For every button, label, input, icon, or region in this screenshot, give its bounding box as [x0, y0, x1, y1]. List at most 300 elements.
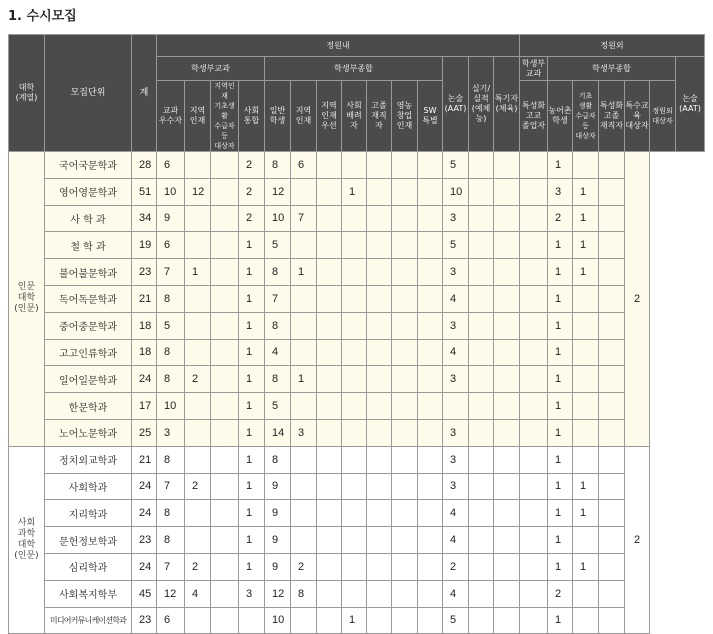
table-row	[9, 446, 705, 473]
quota-cell-c11	[418, 152, 443, 179]
quota-cell-c14	[494, 473, 520, 500]
quota-cell-c11	[418, 232, 443, 259]
quota-cell-c13	[469, 473, 494, 500]
quota-cell-c1: 7	[157, 259, 185, 286]
quota-cell-c3	[211, 205, 239, 232]
quota-cell-c16: 1	[548, 285, 573, 312]
quota-cell-c16: 1	[548, 339, 573, 366]
quota-cell-c9	[367, 178, 392, 205]
quota-cell-c6: 6	[291, 152, 317, 179]
quota-cell-c12: 5	[443, 607, 469, 634]
quota-cell-c12	[443, 393, 469, 420]
quota-cell-c8	[342, 500, 367, 527]
quota-cell-c3	[211, 527, 239, 554]
quota-cell-c10	[392, 232, 418, 259]
quota-cell-c7	[317, 178, 342, 205]
quota-cell-c1: 3	[157, 419, 185, 446]
department-name: 문헌정보학과	[45, 527, 132, 554]
quota-cell-c17	[573, 312, 599, 339]
department-name: 고고인류학과	[45, 339, 132, 366]
quota-cell-c12: 4	[443, 339, 469, 366]
quota-cell-c10	[392, 205, 418, 232]
quota-cell-c3	[211, 232, 239, 259]
quota-cell-c7	[317, 285, 342, 312]
table-row	[9, 473, 705, 500]
quota-cell-c7	[317, 419, 342, 446]
col-regional-pref: 지역 인재 우선	[317, 81, 342, 152]
quota-cell-c7	[317, 312, 342, 339]
quota-cell-c2: 1	[185, 259, 211, 286]
quota-cell-c2	[185, 312, 211, 339]
quota-cell-c11	[418, 205, 443, 232]
quota-cell-c18	[599, 419, 625, 446]
department-name: 영어영문학과	[45, 178, 132, 205]
quota-cell-c5: 9	[265, 527, 291, 554]
quota-cell-c15	[520, 232, 548, 259]
quota-cell-total: 45	[132, 580, 157, 607]
quota-cell-c1: 10	[157, 393, 185, 420]
quota-cell-c13	[469, 205, 494, 232]
quota-cell-c13	[469, 446, 494, 473]
quota-cell-c10	[392, 152, 418, 179]
quota-cell-c8	[342, 473, 367, 500]
quota-cell-c18	[599, 473, 625, 500]
quota-cell-c11	[418, 259, 443, 286]
quota-cell-total: 19	[132, 232, 157, 259]
quota-cell-c14	[494, 580, 520, 607]
quota-cell-c7	[317, 473, 342, 500]
quota-cell-c9	[367, 339, 392, 366]
department-name: 미디어커뮤니케이션학과	[45, 607, 132, 634]
quota-cell-c12: 3	[443, 205, 469, 232]
table-row	[9, 259, 705, 286]
quota-cell-c18	[599, 339, 625, 366]
quota-cell-c11	[418, 339, 443, 366]
quota-cell-c2	[185, 205, 211, 232]
table-row	[9, 607, 705, 634]
col-social-consideration: 사회 배려 자	[342, 81, 367, 152]
quota-cell-c13	[469, 259, 494, 286]
quota-cell-c4: 1	[239, 339, 265, 366]
quota-cell-c16: 2	[548, 580, 573, 607]
col-essay-out: 논술 (AAT)	[676, 57, 705, 152]
quota-cell-c18	[599, 607, 625, 634]
quota-cell-c13	[469, 285, 494, 312]
quota-cell-c6	[291, 500, 317, 527]
table-row	[9, 393, 705, 420]
quota-cell-c8	[342, 259, 367, 286]
quota-cell-c4: 1	[239, 232, 265, 259]
quota-cell-c18	[599, 152, 625, 179]
admission-quota-table	[8, 34, 705, 634]
quota-cell-c4: 3	[239, 580, 265, 607]
quota-cell-c11	[418, 312, 443, 339]
quota-cell-c12: 4	[443, 527, 469, 554]
quota-cell-c10	[392, 607, 418, 634]
table-row	[9, 366, 705, 393]
quota-cell-c11	[418, 500, 443, 527]
col-specialized-worker: 특성화 고졸 재직자	[599, 81, 625, 152]
quota-cell-c7	[317, 366, 342, 393]
col-highschool-grad: 고졸 재직 자	[367, 81, 392, 152]
quota-cell-c10	[392, 553, 418, 580]
col-disabled: 특수교육 대상자	[625, 81, 650, 152]
quota-cell-c4: 1	[239, 553, 265, 580]
quota-cell-c1: 6	[157, 232, 185, 259]
quota-cell-c3	[211, 178, 239, 205]
quota-cell-c5: 10	[265, 607, 291, 634]
quota-cell-c7	[317, 259, 342, 286]
quota-cell-c4	[239, 607, 265, 634]
quota-cell-c9	[367, 527, 392, 554]
quota-cell-c4: 1	[239, 527, 265, 554]
quota-cell-c2: 2	[185, 553, 211, 580]
quota-cell-c4: 1	[239, 312, 265, 339]
department-name: 노어노문학과	[45, 419, 132, 446]
quota-cell-c6	[291, 446, 317, 473]
quota-cell-c13	[469, 419, 494, 446]
quota-cell-c18	[599, 366, 625, 393]
quota-cell-c14	[494, 152, 520, 179]
col-regional-basic: 지역인재 기초생활 수급자등 대상자	[211, 81, 239, 152]
essay-out-quota: 2	[625, 446, 650, 634]
quota-cell-c11	[418, 366, 443, 393]
quota-cell-c14	[494, 285, 520, 312]
quota-cell-c2: 2	[185, 473, 211, 500]
header-in-quota: 정원내	[157, 35, 520, 57]
quota-cell-c12: 5	[443, 232, 469, 259]
quota-cell-c4: 1	[239, 419, 265, 446]
quota-cell-c11	[418, 446, 443, 473]
table-row	[9, 178, 705, 205]
quota-cell-c12: 2	[443, 553, 469, 580]
quota-cell-c10	[392, 473, 418, 500]
quota-cell-c8: 1	[342, 607, 367, 634]
quota-cell-c3	[211, 419, 239, 446]
quota-cell-c17: 1	[573, 259, 599, 286]
quota-cell-c6	[291, 232, 317, 259]
quota-cell-c4: 1	[239, 366, 265, 393]
quota-cell-c17	[573, 152, 599, 179]
quota-cell-c6	[291, 285, 317, 312]
quota-cell-c2	[185, 527, 211, 554]
quota-cell-c16: 1	[548, 152, 573, 179]
col-social-integration: 사회 통합	[239, 81, 265, 152]
quota-cell-c15	[520, 259, 548, 286]
quota-cell-c4: 2	[239, 178, 265, 205]
quota-cell-c16: 1	[548, 312, 573, 339]
quota-cell-c6: 3	[291, 419, 317, 446]
quota-cell-c12: 4	[443, 580, 469, 607]
quota-cell-total: 23	[132, 607, 157, 634]
table-row	[9, 419, 705, 446]
table-row	[9, 205, 705, 232]
col-unit: 모집단위	[45, 35, 132, 152]
quota-cell-c5: 7	[265, 285, 291, 312]
quota-cell-c9	[367, 393, 392, 420]
quota-cell-total: 23	[132, 259, 157, 286]
col-regional-talent: 지역 인재	[185, 81, 211, 152]
quota-cell-c13	[469, 178, 494, 205]
quota-cell-c5: 10	[265, 205, 291, 232]
quota-cell-c5: 14	[265, 419, 291, 446]
quota-cell-c2	[185, 419, 211, 446]
college-group-label: 사회 과학 대학 (인문)	[14, 518, 39, 562]
quota-cell-c1: 6	[157, 607, 185, 634]
department-name: 국어국문학과	[45, 152, 132, 179]
quota-cell-c16: 1	[548, 446, 573, 473]
header-out-quota: 정원외	[520, 35, 705, 57]
quota-cell-c3	[211, 152, 239, 179]
col-multicultural: 정원외 대상자	[650, 81, 676, 152]
quota-cell-total: 24	[132, 553, 157, 580]
quota-cell-c15	[520, 419, 548, 446]
quota-cell-c14	[494, 607, 520, 634]
quota-cell-c10	[392, 446, 418, 473]
quota-cell-total: 25	[132, 419, 157, 446]
quota-cell-c7	[317, 205, 342, 232]
quota-cell-c8	[342, 205, 367, 232]
quota-cell-c12: 10	[443, 178, 469, 205]
quota-cell-c10	[392, 178, 418, 205]
quota-cell-c4: 1	[239, 500, 265, 527]
department-name: 사 학 과	[45, 205, 132, 232]
quota-cell-c17: 1	[573, 205, 599, 232]
quota-cell-c15	[520, 178, 548, 205]
table-row	[9, 232, 705, 259]
quota-cell-c16: 1	[548, 393, 573, 420]
quota-cell-c18	[599, 446, 625, 473]
quota-cell-c15	[520, 205, 548, 232]
quota-cell-c17: 1	[573, 178, 599, 205]
quota-cell-c3	[211, 580, 239, 607]
quota-cell-c2	[185, 152, 211, 179]
table-row	[9, 312, 705, 339]
quota-cell-c5: 8	[265, 152, 291, 179]
quota-cell-c15	[520, 366, 548, 393]
quota-cell-c13	[469, 527, 494, 554]
department-name: 독어독문학과	[45, 285, 132, 312]
quota-cell-c18	[599, 393, 625, 420]
quota-cell-c11	[418, 580, 443, 607]
quota-cell-c5: 12	[265, 580, 291, 607]
quota-cell-c9	[367, 553, 392, 580]
quota-cell-c13	[469, 152, 494, 179]
col-sw-special: SW 특별	[418, 81, 443, 152]
header-subject: 학생부교과	[157, 57, 265, 81]
quota-cell-c9	[367, 580, 392, 607]
quota-cell-c6: 8	[291, 580, 317, 607]
quota-cell-c4: 2	[239, 205, 265, 232]
quota-cell-c3	[211, 500, 239, 527]
quota-cell-total: 23	[132, 527, 157, 554]
quota-cell-c6	[291, 339, 317, 366]
quota-cell-c11	[418, 285, 443, 312]
quota-cell-c14	[494, 500, 520, 527]
quota-cell-c15	[520, 152, 548, 179]
quota-cell-c13	[469, 500, 494, 527]
quota-cell-c1: 8	[157, 366, 185, 393]
quota-cell-c12: 3	[443, 446, 469, 473]
quota-cell-c5: 8	[265, 366, 291, 393]
quota-cell-c17	[573, 446, 599, 473]
quota-cell-c11	[418, 473, 443, 500]
quota-cell-c1: 8	[157, 446, 185, 473]
quota-cell-c14	[494, 178, 520, 205]
quota-cell-c3	[211, 312, 239, 339]
quota-cell-c17	[573, 339, 599, 366]
quota-cell-c16: 1	[548, 366, 573, 393]
quota-cell-c3	[211, 259, 239, 286]
essay-out-quota: 2	[625, 152, 650, 447]
quota-cell-c7	[317, 553, 342, 580]
quota-cell-c7	[317, 393, 342, 420]
quota-cell-c5: 9	[265, 473, 291, 500]
quota-cell-c1: 10	[157, 178, 185, 205]
quota-cell-c2	[185, 446, 211, 473]
table-row	[9, 339, 705, 366]
quota-cell-c15	[520, 393, 548, 420]
col-total: 계	[132, 35, 157, 152]
quota-cell-c8: 1	[342, 178, 367, 205]
quota-cell-c10	[392, 580, 418, 607]
quota-cell-c1: 7	[157, 553, 185, 580]
quota-cell-c5: 5	[265, 393, 291, 420]
quota-cell-c12: 3	[443, 419, 469, 446]
quota-cell-c16: 1	[548, 607, 573, 634]
header-comprehensive: 학생부종합	[265, 57, 443, 81]
quota-cell-c16: 3	[548, 178, 573, 205]
quota-cell-total: 21	[132, 285, 157, 312]
quota-cell-c17: 1	[573, 232, 599, 259]
quota-cell-c12: 4	[443, 500, 469, 527]
quota-cell-c10	[392, 419, 418, 446]
quota-cell-c5: 5	[265, 232, 291, 259]
department-name: 일어일문학과	[45, 366, 132, 393]
quota-cell-c11	[418, 553, 443, 580]
quota-cell-c14	[494, 366, 520, 393]
quota-cell-c14	[494, 446, 520, 473]
quota-cell-c15	[520, 500, 548, 527]
quota-cell-c11	[418, 607, 443, 634]
quota-cell-c12: 3	[443, 312, 469, 339]
quota-cell-c9	[367, 419, 392, 446]
quota-cell-c2: 12	[185, 178, 211, 205]
department-name: 지리학과	[45, 500, 132, 527]
quota-cell-c10	[392, 285, 418, 312]
quota-cell-c3	[211, 393, 239, 420]
quota-cell-c17	[573, 419, 599, 446]
quota-cell-c15	[520, 527, 548, 554]
college-group-label: 인문 대학 (인문)	[14, 282, 39, 315]
quota-cell-c2: 4	[185, 580, 211, 607]
quota-cell-c12: 4	[443, 285, 469, 312]
quota-cell-c14	[494, 259, 520, 286]
department-name: 철 학 과	[45, 232, 132, 259]
quota-cell-c7	[317, 232, 342, 259]
quota-cell-c8	[342, 580, 367, 607]
quota-cell-c10	[392, 393, 418, 420]
header-out-comprehensive: 학생부종합	[548, 57, 676, 81]
quota-cell-c14	[494, 205, 520, 232]
quota-cell-total: 18	[132, 339, 157, 366]
quota-cell-c10	[392, 527, 418, 554]
department-name: 불어불문학과	[45, 259, 132, 286]
quota-cell-c1: 7	[157, 473, 185, 500]
table-row	[9, 285, 705, 312]
quota-cell-c5: 8	[265, 446, 291, 473]
quota-cell-c15	[520, 553, 548, 580]
quota-cell-c9	[367, 285, 392, 312]
quota-cell-c9	[367, 473, 392, 500]
quota-cell-c9	[367, 607, 392, 634]
quota-cell-c8	[342, 232, 367, 259]
quota-cell-c4: 1	[239, 259, 265, 286]
quota-cell-c2	[185, 339, 211, 366]
quota-cell-c10	[392, 366, 418, 393]
quota-cell-c3	[211, 339, 239, 366]
quota-cell-total: 51	[132, 178, 157, 205]
department-name: 중어중문학과	[45, 312, 132, 339]
quota-cell-total: 34	[132, 205, 157, 232]
quota-cell-c1: 5	[157, 312, 185, 339]
quota-cell-c13	[469, 312, 494, 339]
quota-cell-total: 24	[132, 366, 157, 393]
quota-cell-c9	[367, 446, 392, 473]
quota-cell-c15	[520, 473, 548, 500]
quota-cell-c7	[317, 500, 342, 527]
quota-cell-c14	[494, 527, 520, 554]
quota-cell-c5: 12	[265, 178, 291, 205]
quota-cell-c7	[317, 607, 342, 634]
quota-cell-c2: 2	[185, 366, 211, 393]
quota-cell-c11	[418, 527, 443, 554]
quota-cell-c8	[342, 152, 367, 179]
table-row	[9, 152, 705, 179]
quota-cell-c7	[317, 527, 342, 554]
quota-cell-c15	[520, 339, 548, 366]
quota-cell-c13	[469, 607, 494, 634]
quota-cell-c9	[367, 205, 392, 232]
quota-cell-c4: 1	[239, 285, 265, 312]
quota-cell-c3	[211, 446, 239, 473]
quota-cell-c14	[494, 232, 520, 259]
quota-cell-c5: 8	[265, 312, 291, 339]
quota-cell-c6: 1	[291, 366, 317, 393]
quota-cell-c18	[599, 500, 625, 527]
quota-cell-c16: 1	[548, 500, 573, 527]
table-row	[9, 527, 705, 554]
quota-cell-c12: 3	[443, 366, 469, 393]
quota-cell-c5: 4	[265, 339, 291, 366]
col-essay: 논술 (AAT)	[443, 57, 469, 152]
quota-cell-c8	[342, 285, 367, 312]
quota-cell-c6	[291, 178, 317, 205]
col-farm-fishing: 농어촌 학생	[548, 81, 573, 152]
quota-cell-c5: 8	[265, 259, 291, 286]
quota-cell-c6	[291, 527, 317, 554]
quota-cell-c18	[599, 232, 625, 259]
quota-cell-c16: 1	[548, 473, 573, 500]
quota-cell-c7	[317, 152, 342, 179]
quota-cell-c3	[211, 366, 239, 393]
quota-cell-total: 17	[132, 393, 157, 420]
quota-cell-c18	[599, 312, 625, 339]
quota-cell-c4: 1	[239, 473, 265, 500]
quota-cell-c6: 7	[291, 205, 317, 232]
col-basic-living: 기초 생활 수급자등 대상자	[573, 81, 599, 152]
quota-cell-c10	[392, 259, 418, 286]
